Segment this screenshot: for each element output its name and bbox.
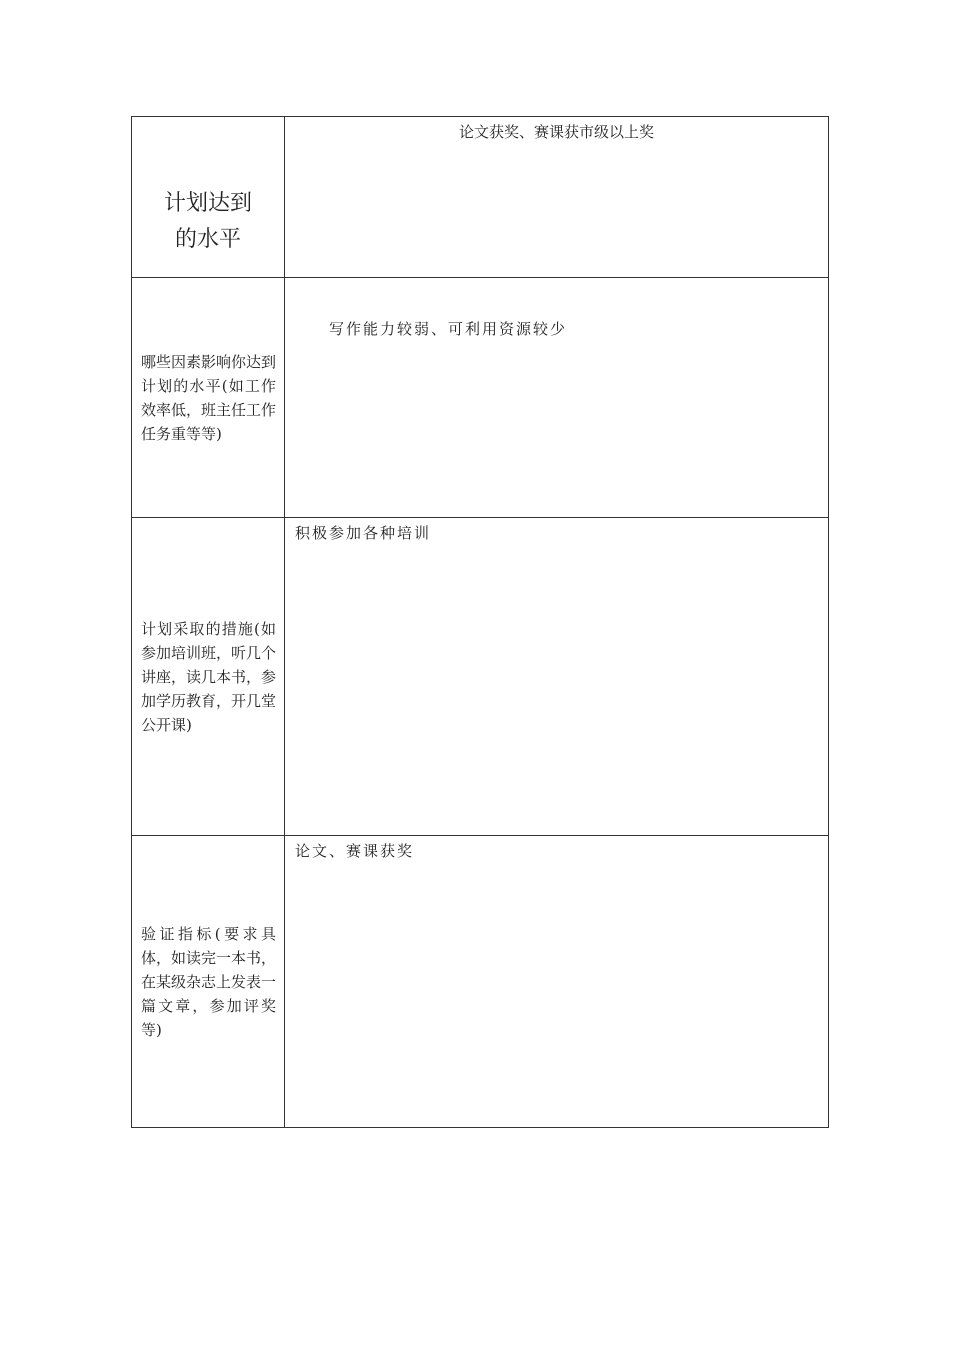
row-label-cell	[132, 278, 285, 518]
row-content-cell	[285, 836, 829, 1128]
row-content-cell	[285, 117, 829, 278]
table-row	[132, 278, 829, 518]
planned-measures-label: 计划采取的措施(如参加培训班，听几个讲座，读几本书，参加学历教育，开几堂公开课)	[141, 619, 277, 734]
row-content-cell	[285, 278, 829, 518]
table-row	[132, 117, 829, 278]
influence-factors-label: 哪些因素影响你达到计划的水平(如工作效率低，班主任工作任务重等等)	[141, 352, 277, 443]
table-row	[132, 836, 829, 1128]
influence-factors-content: 写作能力较弱、可利用资源较少	[329, 320, 568, 338]
row-content-cell	[285, 518, 829, 836]
row-label-cell	[132, 518, 285, 836]
target-level-label: 计划达到 的水平	[163, 191, 252, 252]
row-label-cell	[132, 836, 285, 1128]
plan-form-table	[131, 116, 829, 1128]
verification-indicators-label: 验证指标(要求具体，如读完一本书，在某级杂志上发表一篇文章，参加评奖等)	[141, 924, 277, 1039]
verification-indicators-content: 论文、赛课获奖	[295, 842, 415, 860]
planned-measures-content: 积极参加各种培训	[295, 524, 432, 542]
target-level-content: 论文获奖、赛课获市级以上奖	[458, 123, 654, 141]
row-label-cell	[132, 117, 285, 278]
table-row	[132, 518, 829, 836]
